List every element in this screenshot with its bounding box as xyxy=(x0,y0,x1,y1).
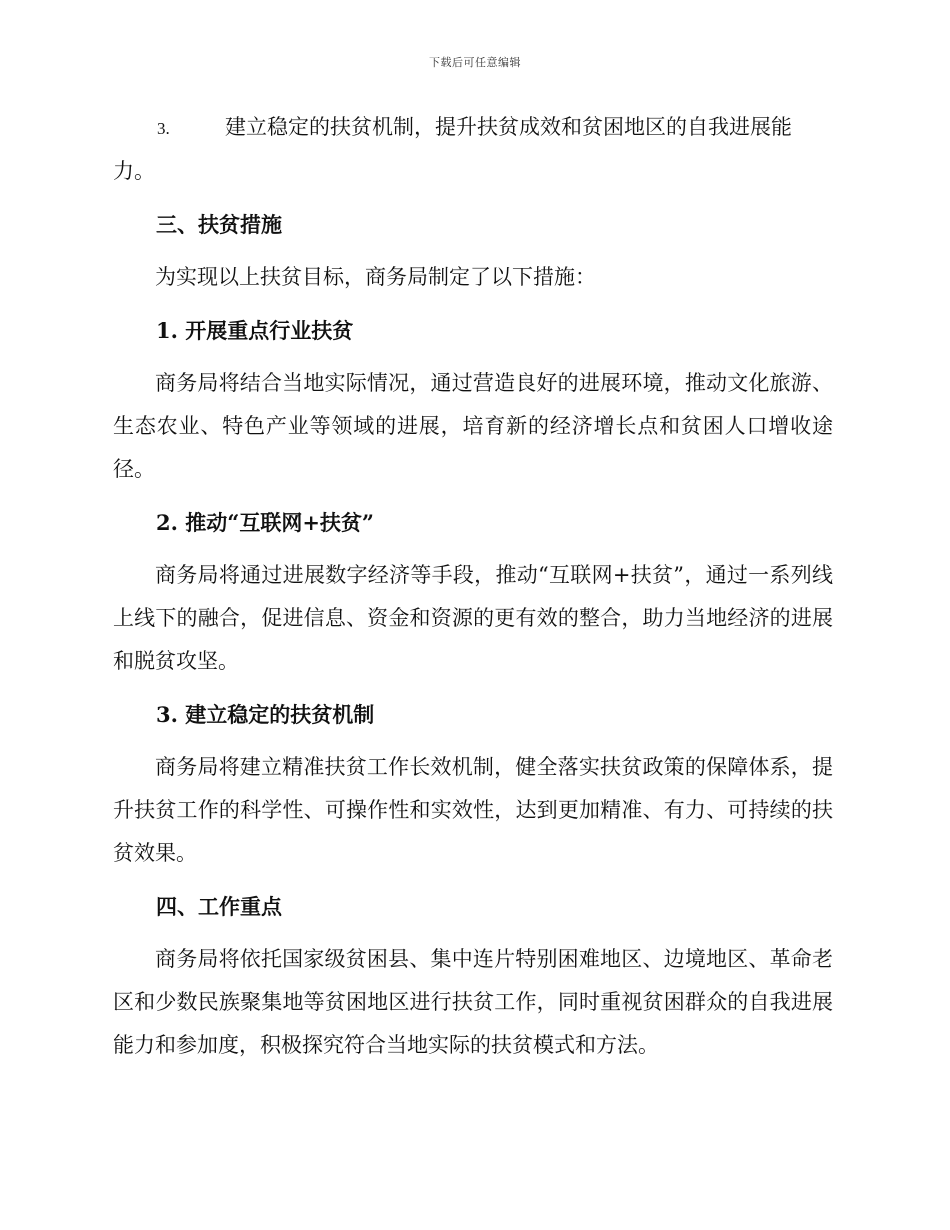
goal-item-3-text: 建立稳定的扶贫机制，提升扶贫成效和贫困地区的自我进展能力。 xyxy=(113,115,792,183)
measure-3-heading: 3. 建立稳定的扶贫机制 xyxy=(156,702,375,727)
measures-intro: 为实现以上扶贫目标，商务局制定了以下措施： xyxy=(155,265,596,289)
measure-3-text: 商务局将建立精准扶贫工作长效机制，健全落实扶贫政策的保障体系，提升扶贫工作的科学性、可操作性和实效性，达到更加精准、有力、可持续的扶贫效果。 xyxy=(113,755,833,865)
goal-item-3 xyxy=(113,106,833,193)
section-heading-key-work: 四、工作重点 xyxy=(156,894,282,919)
section-heading-measures: 三、扶贫措施 xyxy=(156,212,282,237)
measure-1-text: 商务局将结合当地实际情况，通过营造良好的进展环境，推动文化旅游、生态农业、特色产业等领域的进展，培育新的经济增长点和贫困人口增收途径。 xyxy=(113,371,833,481)
measure-2-text: 商务局将通过进展数字经济等手段，推动“互联网+扶贫”，通过一系列线上线下的融合，促进信息、资金和资源的更有效的整合，助力当地经济的进展和脱贫攻坚。 xyxy=(113,563,833,673)
key-work-text: 商务局将依托国家级贫困县、集中连片特别困难地区、边境地区、革命老区和少数民族聚集地等贫困地区进行扶贫工作，同时重视贫困群众的自我进展能力和参加度，积极探究符合当地实际的扶贫模式和方法。 xyxy=(113,947,833,1057)
page-header: 下载后可任意编辑 xyxy=(429,56,521,69)
measure-2-heading: 2. 推动“互联网+扶贫” xyxy=(156,510,374,535)
document-body xyxy=(113,106,833,1077)
goal-item-3-number: 3. xyxy=(157,119,170,138)
measure-1-heading: 1. 开展重点行业扶贫 xyxy=(156,318,354,343)
